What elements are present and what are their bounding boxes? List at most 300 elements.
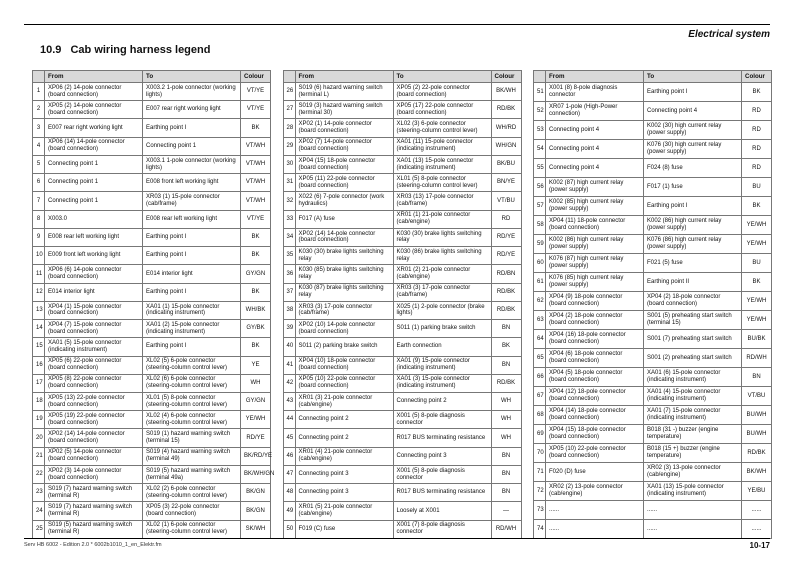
to-cell: XP05 (17) 22-pole connector (board connection) xyxy=(393,101,491,119)
row-number: 6 xyxy=(33,174,45,192)
table-header-row xyxy=(534,71,772,83)
table-row xyxy=(283,429,521,447)
row-number: 61 xyxy=(534,273,546,292)
from-cell: XP02 (3) 14-pole connector (board connection) xyxy=(45,465,143,483)
row-number: 24 xyxy=(33,502,45,520)
colour-cell: BN/YE xyxy=(491,174,521,192)
colour-cell: VT/BU xyxy=(491,192,521,210)
table-row xyxy=(283,465,521,483)
from-cell: E007 rear right working light xyxy=(45,119,143,137)
table-row xyxy=(283,228,521,246)
colour-cell: VT/YE xyxy=(241,101,271,119)
row-number: 69 xyxy=(534,425,546,444)
colour-cell: BK xyxy=(241,283,271,301)
to-cell: XR01 (1) 21-pole connector (cab/engine) xyxy=(393,210,491,228)
to-cell: XA01 (1) 15-pole connector (indicating instrument) xyxy=(143,301,241,319)
colour-cell: WH xyxy=(491,411,521,429)
col-to: To xyxy=(143,71,241,83)
row-number: 49 xyxy=(283,502,295,520)
from-cell: X003.0 xyxy=(45,210,143,228)
to-cell: E008 front left working light xyxy=(143,174,241,192)
col-to: To xyxy=(644,71,742,83)
to-cell: XA01 (7) 15-pole connector (indicating instrument) xyxy=(644,406,742,425)
to-cell: XR03 (3) 17-pole connector (cab/frame) xyxy=(393,283,491,301)
colour-cell: GY/GN xyxy=(241,392,271,410)
col-number xyxy=(283,71,295,83)
col-from: From xyxy=(546,71,644,83)
table-row xyxy=(33,101,271,119)
from-cell: S019 (6) hazard warning switch (terminal L) xyxy=(295,83,393,101)
from-cell: XP04 (15) 18-pole connector (board connection) xyxy=(546,425,644,444)
colour-cell: VT/BU xyxy=(742,387,772,406)
table-row xyxy=(534,330,772,349)
from-cell: XP06 (2) 14-pole connector (board connection) xyxy=(45,83,143,101)
to-cell: Earthing point I xyxy=(143,247,241,265)
row-number: 16 xyxy=(33,356,45,374)
from-cell: XP05 (8) 22-pole connector (board connection) xyxy=(45,374,143,392)
table-row xyxy=(534,387,772,406)
row-number: 53 xyxy=(534,121,546,140)
to-cell: F021 (5) fuse xyxy=(644,254,742,273)
colour-cell: RD xyxy=(742,140,772,159)
to-cell: R017 BUS terminating resistance xyxy=(393,484,491,502)
colour-cell: VT/YE xyxy=(241,83,271,101)
from-cell: XP05 (11) 22-pole connector (board connection) xyxy=(295,174,393,192)
from-cell: XP04 (12) 18-pole connector (board connection) xyxy=(546,387,644,406)
row-number: 36 xyxy=(283,265,295,283)
row-number: 42 xyxy=(283,374,295,392)
table-row xyxy=(283,411,521,429)
from-cell: K076 (87) high current relay (power supply) xyxy=(546,254,644,273)
colour-cell: BU/WH xyxy=(742,425,772,444)
table-row xyxy=(33,137,271,155)
to-cell: XR02 (3) 13-pole connector (cab/engine) xyxy=(644,463,742,482)
from-cell: S019 (7) hazard warning switch (terminal R) xyxy=(45,484,143,502)
colour-cell: — xyxy=(491,502,521,520)
row-number: 66 xyxy=(534,368,546,387)
to-cell: X003.2 1-pole connector (working lights) xyxy=(143,83,241,101)
from-cell: Connecting point 1 xyxy=(45,174,143,192)
from-cell: X001 (8) 8-pole diagnosis connector xyxy=(546,83,644,102)
legend-table-3 xyxy=(533,70,772,539)
colour-cell: RD xyxy=(742,102,772,121)
from-cell: Connecting point 4 xyxy=(546,140,644,159)
to-cell: XL02 (3) 6-pole connector (steering-column control lever) xyxy=(393,119,491,137)
row-number: 18 xyxy=(33,392,45,410)
row-number: 31 xyxy=(283,174,295,192)
row-number: 2 xyxy=(33,101,45,119)
to-cell: XR03 (1) 15-pole connector (cab/frame) xyxy=(143,192,241,210)
row-number: 47 xyxy=(283,465,295,483)
table-row xyxy=(534,254,772,273)
row-number: 59 xyxy=(534,235,546,254)
page-header xyxy=(24,24,770,41)
from-cell: XP04 (1) 15-pole connector (board connection) xyxy=(45,301,143,319)
document-reference: Serv HB 6002 - Edition 2.0 * 6002b1010_1_en_Elektr.fm xyxy=(24,542,162,548)
table-row xyxy=(283,247,521,265)
to-cell: XP04 (2) 18-pole connector (board connection) xyxy=(644,292,742,311)
row-number: 68 xyxy=(534,406,546,425)
row-number: 46 xyxy=(283,447,295,465)
table-row xyxy=(534,102,772,121)
colour-cell: RD xyxy=(742,121,772,140)
to-cell: F017 (1) fuse xyxy=(644,178,742,197)
from-cell: XP05 (2) 14-pole connector (board connection) xyxy=(45,101,143,119)
to-cell: Loosely at X001 xyxy=(393,502,491,520)
from-cell: XP06 (14) 14-pole connector (board connection) xyxy=(45,137,143,155)
to-cell: XP05 (3) 22-pole connector (board connection) xyxy=(143,502,241,520)
table-row xyxy=(33,465,271,483)
row-number: 48 xyxy=(283,484,295,502)
row-number: 54 xyxy=(534,140,546,159)
table-row xyxy=(33,192,271,210)
to-cell: X003.1 1-pole connector (working lights) xyxy=(143,155,241,173)
row-number: 10 xyxy=(33,247,45,265)
to-cell: ...... xyxy=(644,501,742,520)
table-row xyxy=(534,425,772,444)
row-number: 27 xyxy=(283,101,295,119)
from-cell: XP04 (14) 18-pole connector (board connection) xyxy=(546,406,644,425)
colour-cell: RD xyxy=(742,159,772,178)
row-number: 51 xyxy=(534,83,546,102)
table-header-row xyxy=(33,71,271,83)
colour-cell: BU/BK xyxy=(742,330,772,349)
table-row xyxy=(283,447,521,465)
to-cell: Connecting point 2 xyxy=(393,392,491,410)
table-row xyxy=(283,210,521,228)
row-number: 44 xyxy=(283,411,295,429)
table-row xyxy=(534,520,772,539)
from-cell: E014 interior light xyxy=(45,283,143,301)
colour-cell: BK xyxy=(241,119,271,137)
from-cell: XP04 (15) 18-pole connector (board connection) xyxy=(295,155,393,173)
colour-cell: RD/BN xyxy=(491,265,521,283)
row-number: 62 xyxy=(534,292,546,311)
table-row xyxy=(534,197,772,216)
colour-cell: RD/YE xyxy=(491,247,521,265)
from-cell: XP06 (6) 14-pole connector (board connection) xyxy=(45,265,143,283)
table-row xyxy=(33,228,271,246)
colour-cell: BN xyxy=(491,484,521,502)
colour-cell: SK/WH xyxy=(241,520,271,538)
colour-cell: VT/WH xyxy=(241,174,271,192)
to-cell: XL02 (4) 6-pole connector (steering-column control lever) xyxy=(143,411,241,429)
colour-cell: RD/WH xyxy=(742,349,772,368)
from-cell: F019 (C) fuse xyxy=(295,520,393,538)
from-cell: XP04 (5) 18-pole connector (board connection) xyxy=(546,368,644,387)
to-cell: S001 (7) preheating start switch xyxy=(644,330,742,349)
from-cell: S011 (2) parking brake switch xyxy=(295,338,393,356)
table-row xyxy=(534,178,772,197)
from-cell: XP04 (9) 18-pole connector (board connection) xyxy=(546,292,644,311)
from-cell: E008 rear left working light xyxy=(45,228,143,246)
to-cell: K002 (30) high current relay (power supply) xyxy=(644,121,742,140)
col-colour: Colour xyxy=(491,71,521,83)
row-number: 37 xyxy=(283,283,295,301)
colour-cell: YE/WH xyxy=(742,311,772,330)
colour-cell: RD/BK xyxy=(491,283,521,301)
colour-cell: BU xyxy=(742,254,772,273)
table-row xyxy=(534,121,772,140)
from-cell: K030 (85) brake lights switching relay xyxy=(295,265,393,283)
colour-cell: BK xyxy=(491,338,521,356)
row-number: 63 xyxy=(534,311,546,330)
row-number: 9 xyxy=(33,228,45,246)
colour-cell: BN xyxy=(491,465,521,483)
table-row xyxy=(33,119,271,137)
section-title xyxy=(40,44,210,56)
from-cell: S019 (5) hazard warning switch (terminal R) xyxy=(45,520,143,538)
colour-cell: WH xyxy=(491,429,521,447)
row-number: 8 xyxy=(33,210,45,228)
row-number: 26 xyxy=(283,83,295,101)
row-number: 74 xyxy=(534,520,546,539)
colour-cell: BK xyxy=(742,273,772,292)
from-cell: XP02 (14) 14-pole connector (board connection) xyxy=(45,429,143,447)
to-cell: Earthing point II xyxy=(644,273,742,292)
colour-cell: RD/BK xyxy=(491,374,521,392)
to-cell: B018 (15 +) buzzer (engine temperature) xyxy=(644,444,742,463)
row-number: 52 xyxy=(534,102,546,121)
to-cell: Connecting point 3 xyxy=(393,447,491,465)
from-cell: K076 (85) high current relay (power supply) xyxy=(546,273,644,292)
to-cell: Earthing point I xyxy=(143,338,241,356)
table-row xyxy=(33,320,271,338)
from-cell: K002 (85) high current relay (power supply) xyxy=(546,197,644,216)
colour-cell: BK xyxy=(742,197,772,216)
colour-cell: RD/YE xyxy=(241,429,271,447)
to-cell: B018 (31 -) buzzer (engine temperature) xyxy=(644,425,742,444)
table-row xyxy=(283,192,521,210)
colour-cell: BK/WH xyxy=(742,463,772,482)
to-cell: S019 (5) hazard warning switch (terminal 49a) xyxy=(143,465,241,483)
row-number: 72 xyxy=(534,482,546,501)
row-number: 60 xyxy=(534,254,546,273)
table-row xyxy=(33,392,271,410)
row-number: 35 xyxy=(283,247,295,265)
from-cell: XA01 (5) 15-pole connector (indicating instrument) xyxy=(45,338,143,356)
to-cell: K002 (86) high current relay (power supply) xyxy=(644,216,742,235)
colour-cell: BK/RD/YE xyxy=(241,447,271,465)
table-row xyxy=(283,484,521,502)
colour-cell: BU/WH xyxy=(742,406,772,425)
from-cell: XP02 (7) 14-pole connector (board connection) xyxy=(295,137,393,155)
table-row xyxy=(283,265,521,283)
from-cell: ...... xyxy=(546,520,644,539)
to-cell: S011 (1) parking brake switch xyxy=(393,320,491,338)
colour-cell: RD/YE xyxy=(491,228,521,246)
to-cell: Earthing point I xyxy=(143,283,241,301)
from-cell: XP05 (10) 22-pole connector (board connection) xyxy=(546,444,644,463)
to-cell: XA01 (6) 15-pole connector (indicating instrument) xyxy=(644,368,742,387)
table-row xyxy=(33,83,271,101)
to-cell: S001 (2) preheating start switch xyxy=(644,349,742,368)
from-cell: XR01 (4) 21-pole connector (cab/engine) xyxy=(295,447,393,465)
from-cell: F020 (D) fuse xyxy=(546,463,644,482)
row-number: 67 xyxy=(534,387,546,406)
colour-cell: BK/WH xyxy=(491,83,521,101)
table-row xyxy=(33,210,271,228)
table-row xyxy=(283,137,521,155)
to-cell: X001 (5) 8-pole diagnosis connector xyxy=(393,411,491,429)
colour-cell: RD/BK xyxy=(742,444,772,463)
from-cell: K030 (87) brake lights switching relay xyxy=(295,283,393,301)
to-cell: X025 (1) 2-pole connector (brake lights) xyxy=(393,301,491,319)
row-number: 50 xyxy=(283,520,295,538)
from-cell: XP04 (16) 18-pole connector (board connection) xyxy=(546,330,644,349)
table-row xyxy=(33,447,271,465)
from-cell: XP05 (13) 22-pole connector (board connection) xyxy=(45,392,143,410)
from-cell: XP02 (10) 14-pole connector (board connection) xyxy=(295,320,393,338)
colour-cell: BN xyxy=(491,356,521,374)
row-number: 41 xyxy=(283,356,295,374)
section-number: 10.9 xyxy=(40,44,62,56)
to-cell: S001 (5) preheating start switch (terminal 15) xyxy=(644,311,742,330)
to-cell: K076 (30) high current relay (power supply) xyxy=(644,140,742,159)
colour-cell: BK/WH/GN xyxy=(241,465,271,483)
from-cell: XP05 (10) 22-pole connector (board connection) xyxy=(295,374,393,392)
table-row xyxy=(534,368,772,387)
colour-cell: WH xyxy=(241,374,271,392)
table-row xyxy=(534,140,772,159)
to-cell: ...... xyxy=(644,520,742,539)
table-row xyxy=(33,429,271,447)
col-number xyxy=(33,71,45,83)
page-footer xyxy=(24,538,770,550)
colour-cell: YE xyxy=(241,356,271,374)
from-cell: XP02 (1) 14-pole connector (board connection) xyxy=(295,119,393,137)
row-number: 43 xyxy=(283,392,295,410)
col-to: To xyxy=(393,71,491,83)
section-title-text: Cab wiring harness legend xyxy=(70,44,211,56)
colour-cell: BK xyxy=(241,228,271,246)
to-cell: X001 (5) 8-pole diagnosis connector xyxy=(393,465,491,483)
to-cell: XA01 (9) 15-pole connector (indicating instrument) xyxy=(393,356,491,374)
table-row xyxy=(283,101,521,119)
row-number: 11 xyxy=(33,265,45,283)
row-number: 58 xyxy=(534,216,546,235)
to-cell: Earthing point I xyxy=(644,83,742,102)
from-cell: XP04 (7) 15-pole connector (board connection) xyxy=(45,320,143,338)
to-cell: XR03 (13) 17-pole connector (cab/frame) xyxy=(393,192,491,210)
table-row xyxy=(283,83,521,101)
table-row xyxy=(534,83,772,102)
row-number: 13 xyxy=(33,301,45,319)
table-row xyxy=(283,283,521,301)
table-row xyxy=(534,292,772,311)
row-number: 38 xyxy=(283,301,295,319)
table-row xyxy=(33,301,271,319)
col-colour: Colour xyxy=(241,71,271,83)
row-number: 55 xyxy=(534,159,546,178)
from-cell: XR02 (2) 13-pole connector (cab/engine) xyxy=(546,482,644,501)
table-row xyxy=(534,216,772,235)
to-cell: K076 (86) high current relay (power supply) xyxy=(644,235,742,254)
row-number: 19 xyxy=(33,411,45,429)
table-row xyxy=(283,502,521,520)
from-cell: K002 (86) high current relay (power supply) xyxy=(546,235,644,254)
to-cell: E014 interior light xyxy=(143,265,241,283)
row-number: 33 xyxy=(283,210,295,228)
row-number: 70 xyxy=(534,444,546,463)
row-number: 57 xyxy=(534,197,546,216)
from-cell: E009 front left working light xyxy=(45,247,143,265)
colour-cell: WH/RD xyxy=(491,119,521,137)
from-cell: F017 (A) fuse xyxy=(295,210,393,228)
colour-cell: BK xyxy=(241,247,271,265)
colour-cell: BK/BU xyxy=(491,155,521,173)
from-cell: Connecting point 1 xyxy=(45,155,143,173)
table-row xyxy=(534,159,772,178)
table-row xyxy=(33,484,271,502)
to-cell: XA01 (13) 15-pole connector (indicating instrument) xyxy=(644,482,742,501)
table-row xyxy=(283,392,521,410)
colour-cell: GY/GN xyxy=(241,265,271,283)
row-number: 40 xyxy=(283,338,295,356)
row-number: 7 xyxy=(33,192,45,210)
row-number: 15 xyxy=(33,338,45,356)
from-cell: K030 (30) brake lights switching relay xyxy=(295,247,393,265)
to-cell: R017 BUS terminating resistance xyxy=(393,429,491,447)
from-cell: S019 (7) hazard warning switch (terminal R) xyxy=(45,502,143,520)
from-cell: S019 (3) hazard warning switch (terminal 30) xyxy=(295,101,393,119)
from-cell: XP04 (6) 18-pole connector (board connection) xyxy=(546,349,644,368)
table-row xyxy=(33,338,271,356)
table-row xyxy=(33,356,271,374)
row-number: 21 xyxy=(33,447,45,465)
table-row xyxy=(283,520,521,538)
to-cell: Connecting point 4 xyxy=(644,102,742,121)
row-number: 34 xyxy=(283,228,295,246)
from-cell: Connecting point 3 xyxy=(295,465,393,483)
table-row xyxy=(283,155,521,173)
from-cell: XR01 (5) 21-pole connector (cab/engine) xyxy=(295,502,393,520)
colour-cell: YE/BU xyxy=(742,482,772,501)
to-cell: S019 (4) hazard warning switch (terminal 49) xyxy=(143,447,241,465)
from-cell: K002 (87) high current relay (power supply) xyxy=(546,178,644,197)
from-cell: XP02 (14) 14-pole connector (board connection) xyxy=(295,228,393,246)
page-number: 10-17 xyxy=(749,541,770,550)
row-number: 32 xyxy=(283,192,295,210)
from-cell: XP04 (11) 18-pole connector (board connection) xyxy=(546,216,644,235)
table-row xyxy=(534,311,772,330)
colour-cell: ...... xyxy=(742,501,772,520)
row-number: 22 xyxy=(33,465,45,483)
to-cell: XA01 (2) 15-pole connector (indicating instrument) xyxy=(143,320,241,338)
to-cell: XA01 (11) 15-pole connector (indicating instrument) xyxy=(393,137,491,155)
colour-cell: VT/YE xyxy=(241,210,271,228)
to-cell: XR01 (2) 21-pole connector (cab/engine) xyxy=(393,265,491,283)
colour-cell: YE/WH xyxy=(742,292,772,311)
legend-tables xyxy=(32,70,772,539)
colour-cell: YE/WH xyxy=(241,411,271,429)
colour-cell: YE/WH xyxy=(742,235,772,254)
to-cell: Earth connection xyxy=(393,338,491,356)
from-cell: Connecting point 4 xyxy=(546,121,644,140)
to-cell: Connecting point 1 xyxy=(143,137,241,155)
to-cell: S019 (1) hazard warning switch (terminal 15) xyxy=(143,429,241,447)
to-cell: X001 (7) 8-pole diagnosis connector xyxy=(393,520,491,538)
table-row xyxy=(534,463,772,482)
row-number: 20 xyxy=(33,429,45,447)
row-number: 23 xyxy=(33,484,45,502)
col-number xyxy=(534,71,546,83)
table-row xyxy=(283,356,521,374)
table-row xyxy=(534,273,772,292)
colour-cell: BK/GN xyxy=(241,502,271,520)
table-row xyxy=(33,502,271,520)
colour-cell: YE/WH xyxy=(742,216,772,235)
